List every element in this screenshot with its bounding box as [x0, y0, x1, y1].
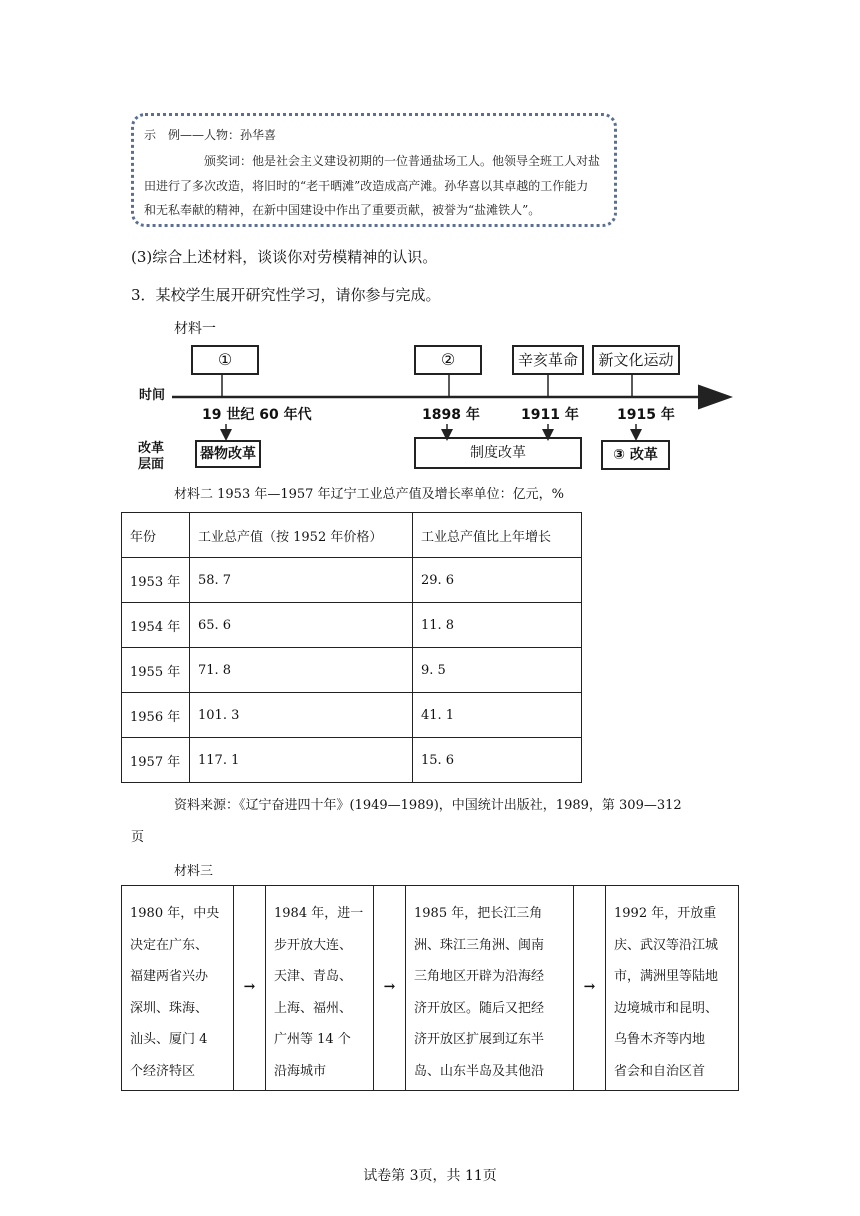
table-cell-year: 1954 年 — [122, 603, 190, 648]
table-cell-value: 58. 7 — [190, 558, 413, 603]
material2-caption: 材料二 1953 年—1957 年辽宁工业总产值及增长率单位：亿元，% — [174, 487, 564, 502]
flow-line: 步开放大连、 — [274, 937, 353, 953]
table-header-row — [122, 513, 582, 558]
flow-line: 边境城市和昆明、 — [614, 1000, 719, 1016]
flow-line: 广州等 14 个 — [274, 1032, 351, 1047]
table-row — [122, 558, 582, 603]
flow-line: 三角地区开辟为沿海经 — [414, 969, 545, 984]
flow-line: 济开放区扩展到辽东半 — [414, 1032, 545, 1047]
page-footer: 试卷第 3页，共 11页 — [363, 1168, 497, 1184]
flow-cell-1985 — [406, 886, 574, 1091]
example-text-line: 田进行了多次改造，将旧时的“老干晒滩”改造成高产滩。孙华喜以其卓越的工作能力 — [144, 179, 589, 193]
table-row — [122, 738, 582, 783]
flow-line: 乌鲁木齐等内地 — [614, 1032, 706, 1047]
table-cell-year: 1953 年 — [122, 558, 190, 603]
timeline-year-1915: 1915 年 — [617, 407, 675, 423]
timeline-box-2: ② — [414, 345, 482, 375]
material2-source-line1: 资料来源：《辽宁奋进四十年》(1949—1989)，中国统计出版社，1989，第 309—312 — [174, 798, 682, 813]
table-row — [122, 648, 582, 693]
timeline-year-1911: 1911 年 — [521, 407, 579, 423]
material1-label: 材料一 — [174, 321, 216, 337]
table-cell-year: 1955 年 — [122, 648, 190, 693]
timeline-reform-label-2: 层面 — [138, 457, 165, 472]
table-row — [122, 603, 582, 648]
table-cell-year: 1957 年 — [122, 738, 190, 783]
timeline-year-1898: 1898 年 — [422, 407, 480, 423]
table-cell-value: 71. 8 — [190, 648, 413, 693]
table-cell-growth: 15. 6 — [413, 738, 582, 783]
flow-line: 个经济特区 — [130, 1063, 196, 1079]
timeline-year-1860s: 19 世纪 60 年代 — [202, 407, 312, 423]
table-header-cell: 年份 — [122, 513, 190, 558]
timeline-reform-institution: 制度改革 — [414, 437, 582, 469]
timeline-box-xinhai: 辛亥革命 — [512, 345, 584, 375]
timeline-reform-material: 器物改革 — [195, 440, 261, 468]
flow-line: 1980 年，中央 — [130, 906, 220, 921]
table-row — [122, 693, 582, 738]
table-cell-growth: 41. 1 — [413, 693, 582, 738]
flow-line: 洲、珠江三角洲、闽南 — [414, 937, 545, 953]
example-title: 示 例——人物：孙华喜 — [144, 128, 277, 142]
timeline-reform-label-1: 改革 — [138, 441, 165, 456]
table-header-cell: 工业总产值比上年增长 — [413, 513, 582, 558]
table-cell-growth: 11. 8 — [413, 603, 582, 648]
timeline-box-1: ① — [191, 345, 259, 375]
flow-cell-1992 — [606, 886, 739, 1091]
material2-source-line2: 页 — [131, 830, 145, 845]
timeline-reform-3: ③ 改革 — [601, 440, 670, 470]
flow-line: 天津、青岛、 — [274, 969, 353, 984]
flow-line: 深圳、珠海、 — [130, 1000, 209, 1016]
flow-arrow: → — [234, 886, 266, 1091]
flow-line: 岛、山东半岛及其他沿 — [414, 1063, 545, 1079]
flow-cell-1980 — [122, 886, 234, 1091]
table-cell-growth: 29. 6 — [413, 558, 582, 603]
question-3: 3．某校学生展开研究性学习，请你参与完成。 — [131, 286, 441, 304]
flow-line: 1992 年，开放重 — [614, 906, 717, 921]
timeline-time-label: 时间 — [139, 388, 166, 403]
flow-line: 1985 年，把长江三角 — [414, 906, 543, 921]
timeline-box-new-culture: 新文化运动 — [592, 345, 680, 375]
table-cell-year: 1956 年 — [122, 693, 190, 738]
table-cell-value: 117. 1 — [190, 738, 413, 783]
material3-label: 材料三 — [174, 864, 214, 879]
table-cell-value: 65. 6 — [190, 603, 413, 648]
opening-up-flow-table — [121, 885, 739, 1091]
flow-line: 1984 年，进一 — [274, 906, 364, 921]
sub-question-3: (3)综合上述材料，谈谈你对劳模精神的认识。 — [131, 248, 438, 266]
table-cell-value: 101. 3 — [190, 693, 413, 738]
table-cell-growth: 9. 5 — [413, 648, 582, 693]
timeline-diagram — [120, 340, 740, 475]
flow-line: 决定在广东、 — [130, 937, 209, 953]
production-table — [121, 512, 582, 783]
flow-line: 市，满洲里等陆地 — [614, 969, 719, 984]
table-header-cell: 工业总产值（按 1952 年价格） — [190, 513, 413, 558]
flow-line: 庆、武汉等沿江城 — [614, 937, 719, 953]
flow-line: 上海、福州、 — [274, 1000, 353, 1016]
flow-line: 福建两省兴办 — [130, 969, 209, 984]
example-box — [131, 113, 617, 227]
flow-line: 济开放区。随后又把经 — [414, 1000, 545, 1016]
example-text-line: 和无私奉献的精神，在新中国建设中作出了重要贡献，被誉为“盐滩铁人”。 — [144, 203, 541, 217]
flow-arrow: → — [574, 886, 606, 1091]
example-text-line: 颁奖词：他是社会主义建设初期的一位普通盐场工人。他领导全班工人对盐 — [204, 154, 601, 168]
flow-line: 沿海城市 — [274, 1063, 327, 1079]
flow-line: 省会和自治区首 — [614, 1063, 706, 1079]
flow-arrow: → — [374, 886, 406, 1091]
flow-cell-1984 — [266, 886, 374, 1091]
flow-line: 汕头、厦门 4 — [130, 1032, 208, 1047]
